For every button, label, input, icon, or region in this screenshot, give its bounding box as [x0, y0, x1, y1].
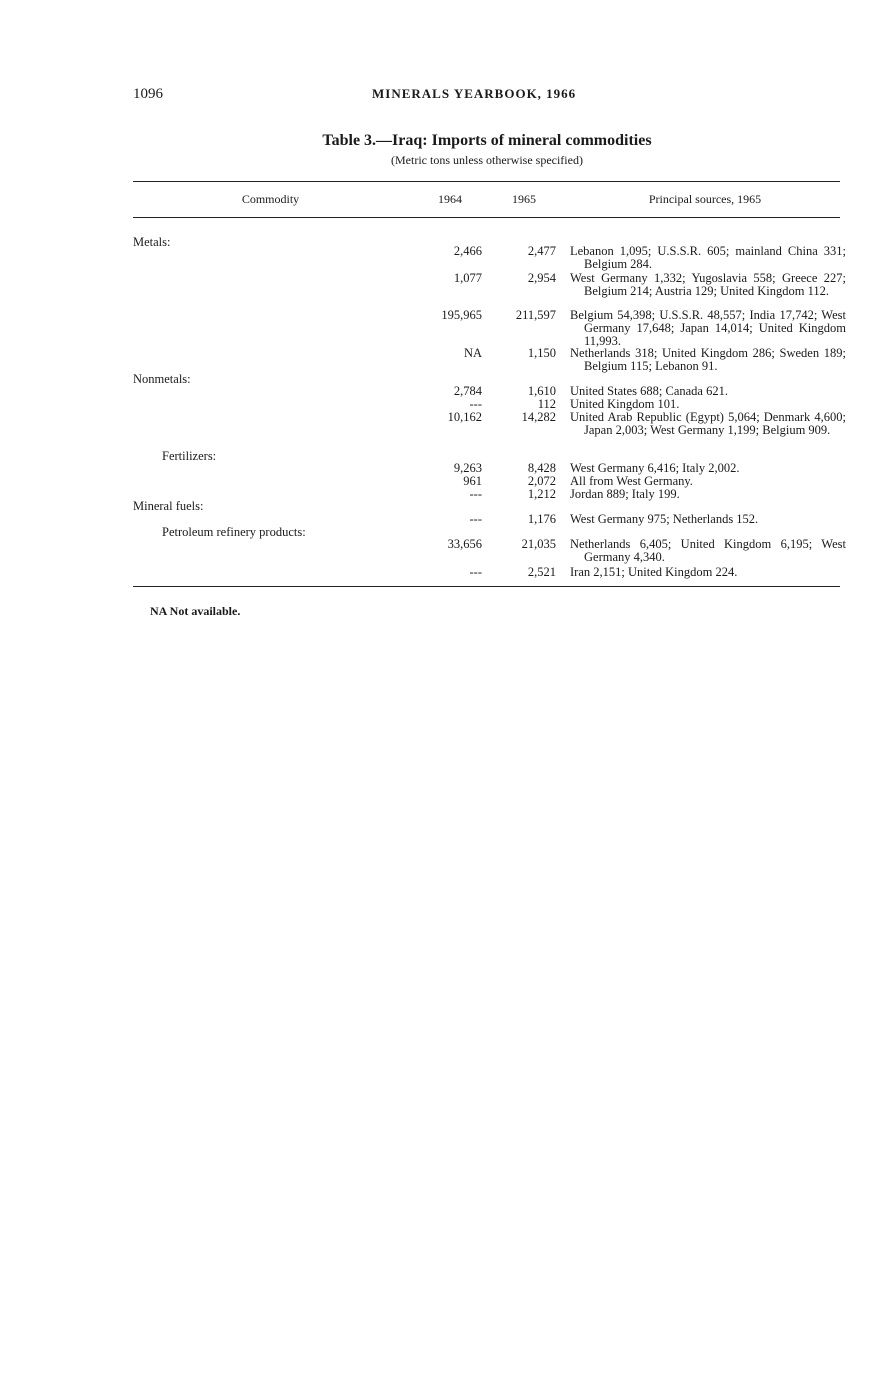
- value-1964: ---: [469, 512, 482, 526]
- value-1964: 9,263: [453, 461, 482, 475]
- table-header-rule: [133, 217, 840, 218]
- row-label: Petroleum refinery products:: [162, 526, 306, 539]
- table-title: Table 3.—Iraq: Imports of mineral commodities: [322, 132, 652, 149]
- principal-sources: United Arab Republic (Egypt) 5,064; Denmark 4,600; Japan 2,003; West Germany 1,199; Belgium 909.: [570, 410, 846, 437]
- row-label: Nonmetals:: [133, 373, 191, 386]
- value-1965: 8,428: [527, 461, 556, 475]
- table-bottom-rule: [133, 586, 840, 587]
- value-1964: 2,466: [453, 244, 482, 258]
- principal-sources: Lebanon 1,095; U.S.S.R. 605; mainland China 331; Belgium 284.: [570, 244, 846, 271]
- column-header-commodity: Commodity: [241, 192, 300, 206]
- principal-sources: United States 688; Canada 621.: [570, 384, 728, 398]
- value-1964: NA: [463, 346, 482, 360]
- column-header-sources: Principal sources, 1965: [648, 192, 762, 206]
- principal-sources: Iran 2,151; United Kingdom 224.: [570, 565, 738, 579]
- row-label: Metals:: [133, 236, 171, 249]
- value-1964: ---: [469, 565, 482, 579]
- value-1965: 1,176: [527, 512, 556, 526]
- value-1965: 2,477: [527, 244, 556, 258]
- value-1965: 211,597: [515, 308, 556, 322]
- value-1964: 33,656: [447, 537, 482, 551]
- running-head: MINERALS YEARBOOK, 1966: [372, 86, 577, 101]
- value-1965: 2,072: [527, 474, 556, 488]
- value-1965: 1,150: [527, 346, 556, 360]
- table-top-rule: [133, 181, 840, 182]
- value-1965: 14,282: [521, 410, 556, 424]
- value-1965: 21,035: [521, 537, 556, 551]
- value-1964: 10,162: [447, 410, 482, 424]
- column-header-1964: 1964: [438, 192, 462, 206]
- value-1965: 2,954: [527, 271, 556, 285]
- row-label: Fertilizers:: [162, 450, 217, 463]
- value-1964: 961: [463, 474, 482, 488]
- value-1965: 112: [537, 397, 556, 411]
- footnote: NA Not available.: [150, 604, 241, 618]
- principal-sources: All from West Germany.: [570, 474, 693, 488]
- value-1964: 2,784: [453, 384, 482, 398]
- value-1964: 195,965: [441, 308, 482, 322]
- column-header-1965: 1965: [512, 192, 536, 206]
- principal-sources: Netherlands 318; United Kingdom 286; Sweden 189; Belgium 115; Lebanon 91.: [570, 346, 846, 373]
- principal-sources: Belgium 54,398; U.S.S.R. 48,557; India 17,742; West Germany 17,648; Japan 14,014; United Kingdom 11,993.: [570, 308, 846, 348]
- value-1964: 1,077: [453, 271, 482, 285]
- principal-sources: West Germany 6,416; Italy 2,002.: [570, 461, 740, 475]
- principal-sources: Jordan 889; Italy 199.: [570, 487, 680, 501]
- page-number: 1096: [133, 86, 163, 102]
- row-label: Mineral fuels:: [133, 500, 204, 513]
- value-1964: ---: [469, 397, 482, 411]
- principal-sources: West Germany 1,332; Yugoslavia 558; Greece 227; Belgium 214; Austria 129; United Kingdom 112.: [570, 271, 846, 298]
- value-1965: 2,521: [527, 565, 556, 579]
- value-1965: 1,212: [527, 487, 556, 501]
- value-1965: 1,610: [527, 384, 556, 398]
- principal-sources: Netherlands 6,405; United Kingdom 6,195; West Germany 4,340.: [570, 537, 846, 564]
- principal-sources: United Kingdom 101.: [570, 397, 680, 411]
- principal-sources: West Germany 975; Netherlands 152.: [570, 512, 759, 526]
- table-subtitle: (Metric tons unless otherwise specified): [391, 153, 583, 167]
- value-1964: ---: [469, 487, 482, 501]
